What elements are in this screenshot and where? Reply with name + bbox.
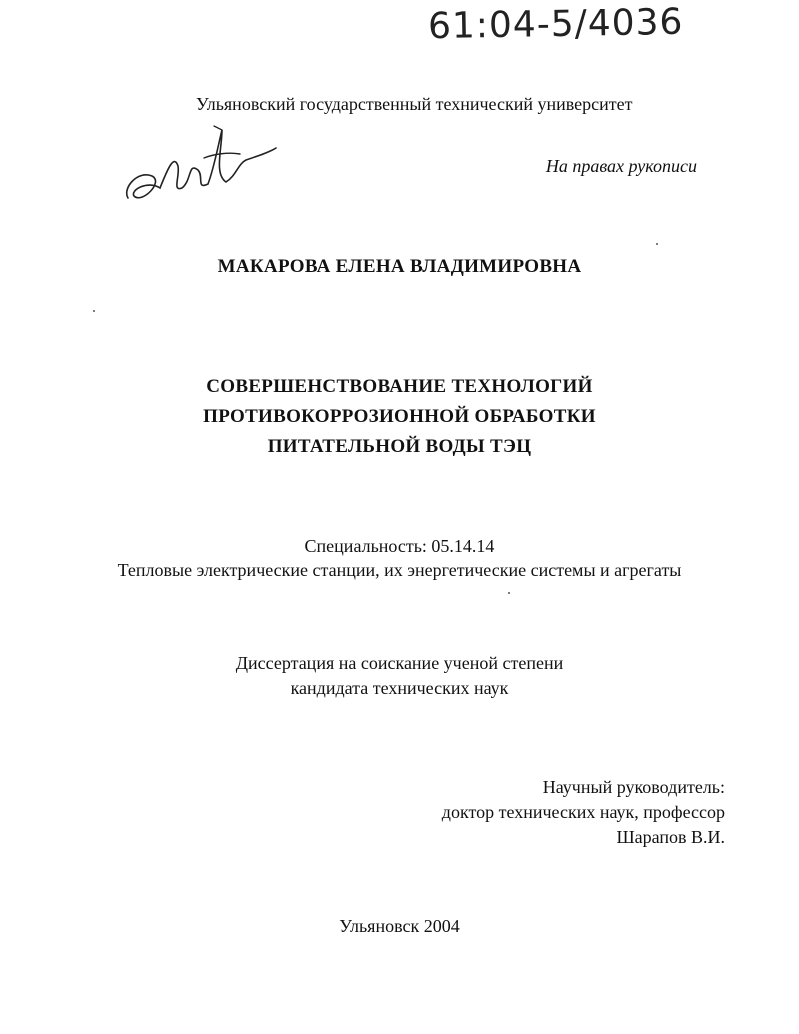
city-year: Ульяновск 2004: [339, 916, 460, 936]
scan-speck: [93, 310, 95, 312]
manuscript-rights-note: На правах рукописи: [545, 156, 697, 176]
dissertation-title: [0, 372, 799, 462]
title-line: ПИТАТЕЛЬНОЙ ВОДЫ ТЭЦ: [267, 436, 532, 457]
supervisor-block: [442, 775, 725, 850]
title-line: СОВЕРШЕНСТВОВАНИЕ ТЕХНОЛОГИЙ: [206, 376, 593, 397]
specialty-name: Тепловые электрические станции, их энергетические системы и агрегаты: [117, 560, 682, 580]
author-name: МАКАРОВА ЕЛЕНА ВЛАДИМИРОВНА: [217, 256, 582, 277]
scan-speck: [656, 243, 658, 245]
supervisor-degree: доктор технических наук, профессор: [441, 802, 725, 822]
supervisor-name: Шарапов В.И.: [616, 827, 725, 847]
scan-speck: [508, 592, 510, 594]
specialty-code: Специальность: 05.14.14: [304, 536, 495, 556]
supervisor-label: Научный руководитель:: [542, 777, 725, 797]
degree-line-1: Диссертация на соискание ученой степени: [235, 653, 564, 673]
author-signature: [118, 118, 278, 218]
degree-line-2: кандидата технических наук: [290, 678, 509, 698]
university-name: Ульяновский государственный технический университет: [196, 94, 633, 114]
title-line: ПРОТИВОКОРРОЗИОННОЙ ОБРАБОТКИ: [203, 406, 596, 427]
handwritten-catalog-number: 61:04-5/4036: [427, 1, 684, 48]
